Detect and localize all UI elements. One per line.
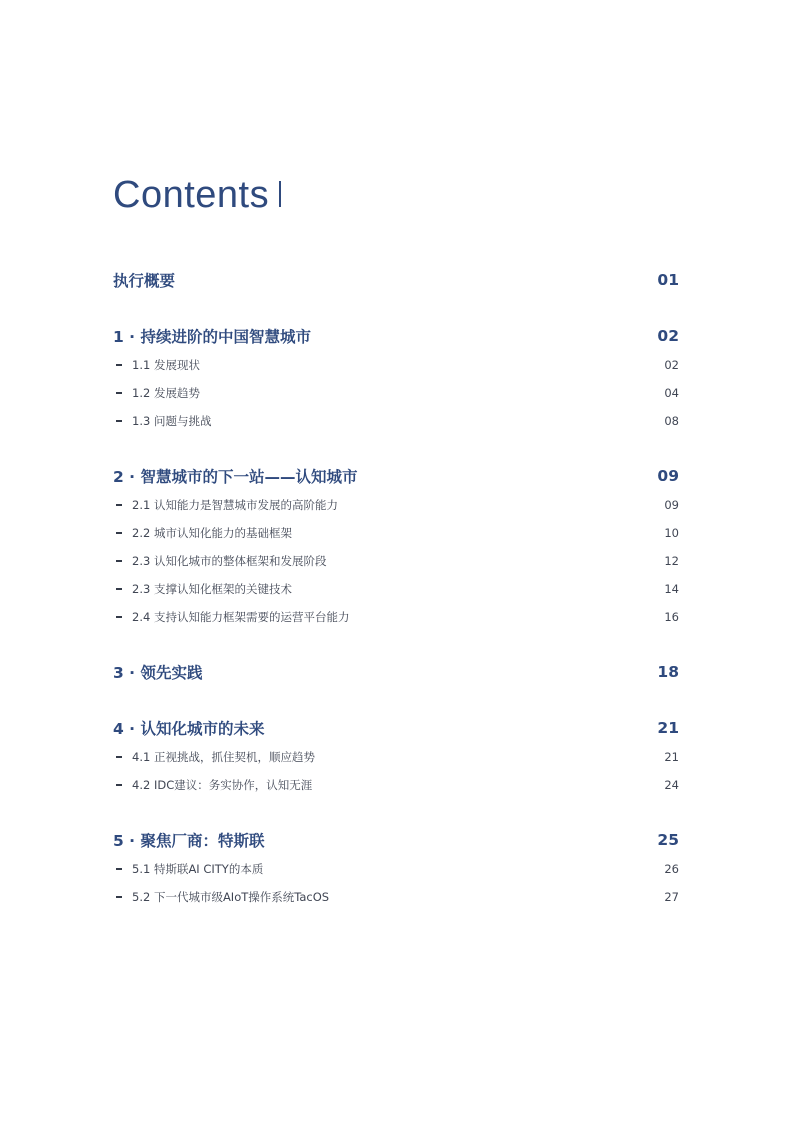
toc-subsection-5-1[interactable] xyxy=(113,860,679,878)
toc-section-label: 执行概要 xyxy=(113,272,176,290)
dash-bullet-icon xyxy=(116,392,122,394)
dash-bullet-icon xyxy=(116,868,122,870)
dash-bullet-icon xyxy=(116,756,122,758)
toc-subsection-page: 24 xyxy=(664,778,679,792)
toc-section-page: 09 xyxy=(657,467,679,485)
toc-subsection-label: 1.2 发展趋势 xyxy=(132,386,200,400)
toc-subsection-page: 21 xyxy=(664,750,679,764)
dash-bullet-icon xyxy=(116,364,122,366)
toc-section-page: 25 xyxy=(657,831,679,849)
toc-subsection-label: 5.2 下一代城市级AIoT操作系统TacOS xyxy=(132,890,330,904)
dash-bullet-icon xyxy=(116,504,122,506)
toc-section-1[interactable] xyxy=(113,324,679,348)
toc-section-page: 02 xyxy=(657,327,679,345)
toc-subsection-1-3[interactable] xyxy=(113,412,679,430)
toc-section-label: 3 · 领先实践 xyxy=(113,664,203,682)
dash-bullet-icon xyxy=(116,420,122,422)
dash-bullet-icon xyxy=(116,588,122,590)
toc-section-2[interactable] xyxy=(113,464,679,488)
toc-section-summary[interactable] xyxy=(113,268,679,292)
dash-bullet-icon xyxy=(116,784,122,786)
toc-subsection-4-1[interactable] xyxy=(113,748,679,766)
toc-subsection-label: 4.2 IDC建议：务实协作，认知无涯 xyxy=(132,778,313,792)
dash-bullet-icon xyxy=(116,616,122,618)
toc-subsection-label: 2.4 支持认知能力框架需要的运营平台能力 xyxy=(132,610,350,624)
toc-section-label: 1 · 持续进阶的中国智慧城市 xyxy=(113,328,311,346)
toc-subsection-page: 08 xyxy=(664,414,679,428)
toc-subsection-page: 14 xyxy=(664,582,679,596)
toc-subsection-2-5[interactable] xyxy=(113,608,679,626)
toc-subsection-page: 04 xyxy=(664,386,679,400)
toc-section-page: 18 xyxy=(657,663,679,681)
toc-subsection-page: 09 xyxy=(664,498,679,512)
toc-section-label: 2 · 智慧城市的下一站——认知城市 xyxy=(113,468,358,486)
toc-subsection-label: 2.3 支撑认知化框架的关键技术 xyxy=(132,582,292,596)
toc-section-3[interactable] xyxy=(113,660,679,684)
toc-subsection-5-2[interactable] xyxy=(113,888,679,906)
toc-subsection-page: 26 xyxy=(664,862,679,876)
dash-bullet-icon xyxy=(116,560,122,562)
toc-subsection-2-2[interactable] xyxy=(113,524,679,542)
toc-subsection-4-2[interactable] xyxy=(113,776,679,794)
toc-subsection-2-1[interactable] xyxy=(113,496,679,514)
title-divider xyxy=(279,181,281,207)
toc-subsection-1-1[interactable] xyxy=(113,356,679,374)
toc-subsection-label: 2.2 城市认知化能力的基础框架 xyxy=(132,526,292,540)
toc-subsection-label: 5.1 特斯联AI CITY的本质 xyxy=(132,862,264,876)
toc-subsection-page: 10 xyxy=(664,526,679,540)
toc-section-4[interactable] xyxy=(113,716,679,740)
toc-section-label: 5 · 聚焦厂商：特斯联 xyxy=(113,832,265,850)
toc-subsection-page: 27 xyxy=(664,890,679,904)
toc-subsection-1-2[interactable] xyxy=(113,384,679,402)
toc-subsection-label: 2.1 认知能力是智慧城市发展的高阶能力 xyxy=(132,498,338,512)
toc-subsection-label: 1.3 问题与挑战 xyxy=(132,414,212,428)
dash-bullet-icon xyxy=(116,532,122,534)
toc-subsection-2-4[interactable] xyxy=(113,580,679,598)
toc-section-page: 21 xyxy=(657,719,679,737)
toc-section-label: 4 · 认知化城市的未来 xyxy=(113,720,265,738)
toc-subsection-label: 1.1 发展现状 xyxy=(132,358,200,372)
toc-subsection-page: 12 xyxy=(664,554,679,568)
toc-subsection-label: 4.1 正视挑战，抓住契机，顺应趋势 xyxy=(132,750,315,764)
page-title: Contents xyxy=(113,173,270,216)
toc-section-page: 01 xyxy=(657,271,679,289)
dash-bullet-icon xyxy=(116,896,122,898)
toc-subsection-page: 02 xyxy=(664,358,679,372)
toc-subsection-page: 16 xyxy=(664,610,679,624)
contents-title-wrap xyxy=(113,170,269,220)
toc-subsection-2-3[interactable] xyxy=(113,552,679,570)
toc-section-5[interactable] xyxy=(113,828,679,852)
toc-subsection-label: 2.3 认知化城市的整体框架和发展阶段 xyxy=(132,554,327,568)
